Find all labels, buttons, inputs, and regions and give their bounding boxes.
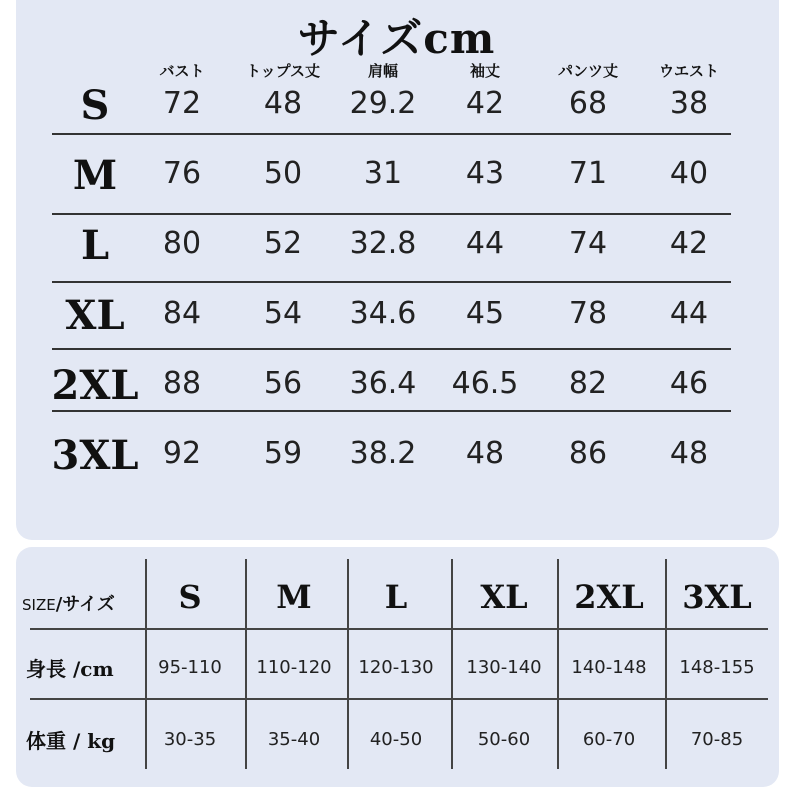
row-divider <box>52 133 731 135</box>
fit-cell: 130-140 <box>466 657 542 678</box>
measurement-cell: 32.8 <box>349 226 417 261</box>
fit-row-label: 体重 / kg <box>26 729 116 753</box>
measurement-cell: 74 <box>568 226 608 261</box>
measurement-cell: 29.2 <box>349 86 417 121</box>
fit-cell: 148-155 <box>679 657 755 678</box>
fit-size-header: 2XL <box>574 578 644 616</box>
measurement-cell: 92 <box>162 436 202 471</box>
fit-cell: 110-120 <box>256 657 332 678</box>
fit-cell: 40-50 <box>369 729 423 750</box>
size-label: 3XL <box>51 432 139 479</box>
fit-size-header: XL <box>480 578 528 616</box>
fit-cell: 140-148 <box>571 657 647 678</box>
measurement-cell: 59 <box>263 436 303 471</box>
measurement-cell: 48 <box>263 86 303 121</box>
column-divider <box>557 559 559 769</box>
measurement-cell: 48 <box>669 436 709 471</box>
fit-cell: 30-35 <box>163 729 217 750</box>
size-label: 2XL <box>51 362 139 409</box>
measurement-cell: 38 <box>669 86 709 121</box>
column-divider <box>451 559 453 769</box>
measurement-cell: 40 <box>669 156 709 191</box>
measurement-cell: 84 <box>162 296 202 331</box>
measurement-cell: 48 <box>465 436 505 471</box>
measurement-cell: 80 <box>162 226 202 261</box>
measurement-cell: 86 <box>568 436 608 471</box>
size-label: XL <box>65 292 125 339</box>
row-divider <box>52 348 731 350</box>
column-header: 肩幅 <box>367 62 399 80</box>
column-header: トップス丈 <box>246 62 320 80</box>
size-label: L <box>80 222 110 269</box>
column-header: バスト <box>159 62 205 80</box>
column-header: 袖丈 <box>469 62 501 80</box>
row-divider <box>52 213 731 215</box>
measurement-cell: 45 <box>465 296 505 331</box>
fit-size-header: 3XL <box>682 578 752 616</box>
measurement-cell: 76 <box>162 156 202 191</box>
column-divider <box>347 559 349 769</box>
measurement-cell: 42 <box>669 226 709 261</box>
page-title: サイズcm <box>297 14 496 63</box>
measurement-cell: 46 <box>669 366 709 401</box>
size-corner-label <box>22 590 115 616</box>
measurement-cell: 88 <box>162 366 202 401</box>
measurement-cell: 72 <box>162 86 202 121</box>
measurement-cell: 46.5 <box>451 366 519 401</box>
measurement-cell: 31 <box>363 156 403 191</box>
fit-cell: 60-70 <box>582 729 636 750</box>
measurement-cell: 68 <box>568 86 608 121</box>
measurement-cell: 78 <box>568 296 608 331</box>
fit-size-header: M <box>276 578 312 616</box>
measurement-cell: 38.2 <box>349 436 417 471</box>
fit-cell: 50-60 <box>477 729 531 750</box>
row-divider <box>30 628 768 630</box>
measurement-cell: 44 <box>669 296 709 331</box>
measurement-cell: 52 <box>263 226 303 261</box>
fit-size-header: S <box>178 578 202 616</box>
fit-cell: 35-40 <box>267 729 321 750</box>
size-label: M <box>72 152 118 199</box>
column-divider <box>145 559 147 769</box>
size-corner-en: SIZE <box>22 596 56 614</box>
fit-row-label: 身長 /cm <box>26 657 114 681</box>
fit-cell: 70-85 <box>690 729 744 750</box>
fit-cell: 95-110 <box>158 657 222 678</box>
measurement-cell: 34.6 <box>349 296 417 331</box>
fit-size-header: L <box>384 578 408 616</box>
column-divider <box>245 559 247 769</box>
measurement-cell: 36.4 <box>349 366 417 401</box>
column-header: パンツ丈 <box>557 62 619 80</box>
measurement-cell: 50 <box>263 156 303 191</box>
measurement-cell: 71 <box>568 156 608 191</box>
row-divider <box>52 281 731 283</box>
measurement-cell: 44 <box>465 226 505 261</box>
column-header: ウエスト <box>658 62 720 80</box>
row-divider <box>52 410 731 412</box>
fit-cell: 120-130 <box>358 657 434 678</box>
column-divider <box>665 559 667 769</box>
measurement-cell: 54 <box>263 296 303 331</box>
size-corner-jp: /サイズ <box>55 594 115 615</box>
size-label: S <box>80 82 110 129</box>
measurement-cell: 42 <box>465 86 505 121</box>
measurement-cell: 56 <box>263 366 303 401</box>
measurement-cell: 82 <box>568 366 608 401</box>
row-divider <box>30 698 768 700</box>
measurement-cell: 43 <box>465 156 505 191</box>
